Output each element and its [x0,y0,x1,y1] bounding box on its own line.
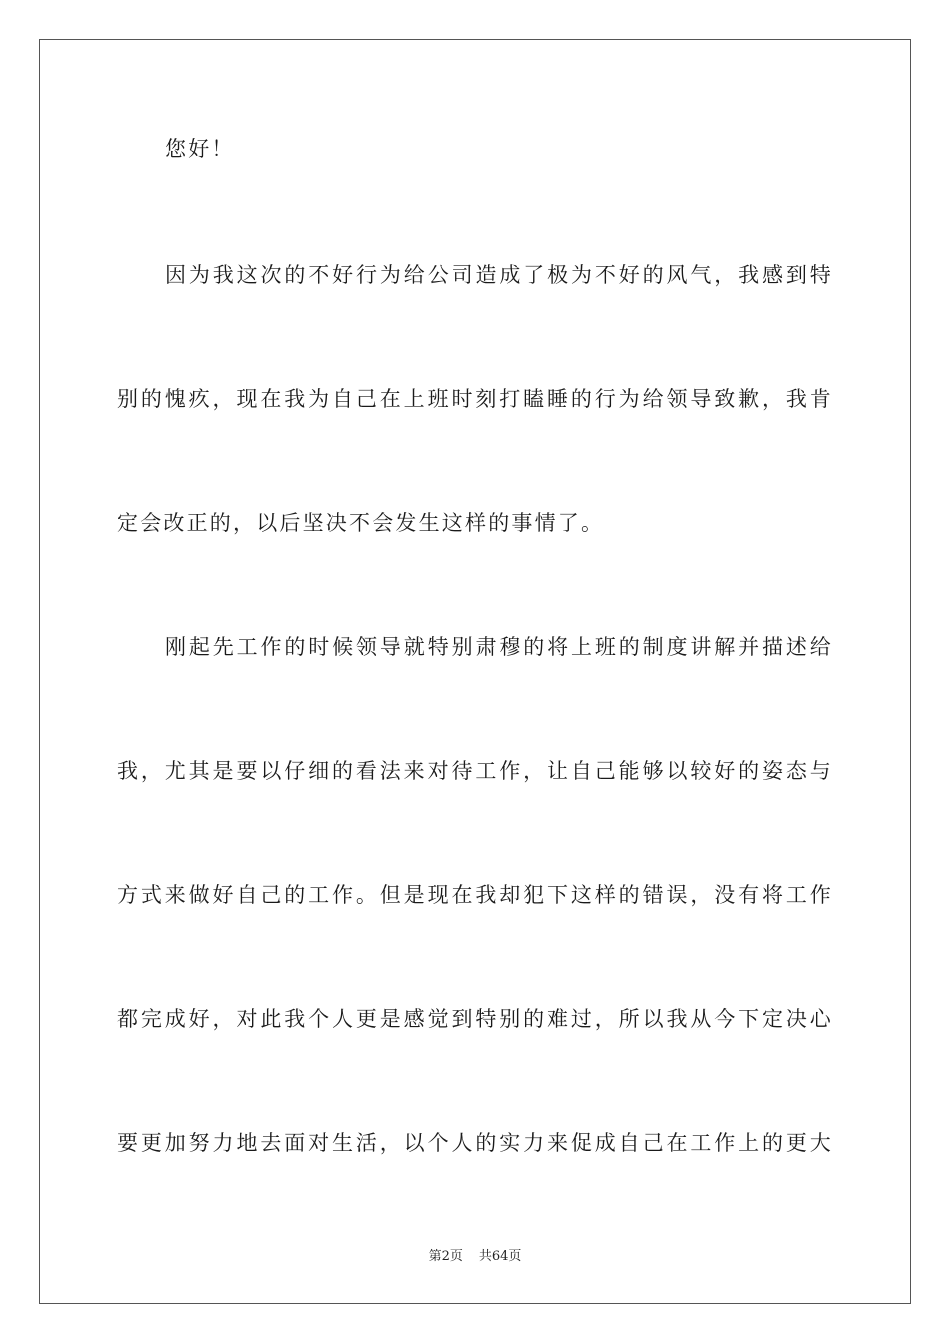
paragraph-2-line-1: 刚起先工作的时候领导就特别肃穆的将上班的制度讲解并描述给 [165,635,833,659]
paragraph-1-line-3: 定会改正的，以后坚决不会发生这样的事情了。 [117,511,605,535]
paragraph-2-line-4: 都完成好，对此我个人更是感觉到特别的难过，所以我从今下定决心 [117,1007,833,1031]
page-footer [0,1248,950,1266]
paragraph-1-line-1: 因为我这次的不好行为给公司造成了极为不好的风气，我感到特 [165,263,833,287]
current-page-number: 第2页 [428,1249,463,1264]
page-frame [39,39,911,1304]
paragraph-2-line-5: 要更加努力地去面对生活，以个人的实力来促成自己在工作上的更大 [117,1131,833,1155]
paragraph-1-line-2: 别的愧疚，现在我为自己在上班时刻打瞌睡的行为给领导致歉，我肯 [117,387,833,411]
paragraph-2-line-3: 方式来做好自己的工作。但是现在我却犯下这样的错误，没有将工作 [117,883,833,907]
paragraph-2-line-2: 我，尤其是要以仔细的看法来对待工作，让自己能够以较好的姿态与 [117,759,833,783]
total-page-count: 共64页 [478,1249,522,1264]
greeting-line: 您好！ [165,137,235,161]
